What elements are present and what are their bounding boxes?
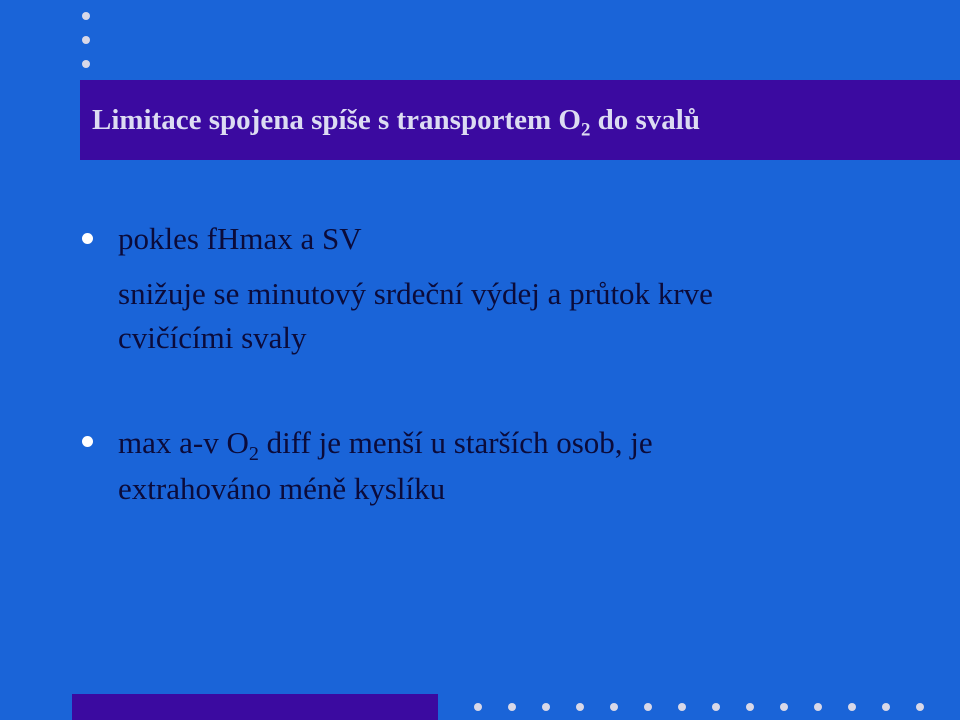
decorative-dot: [576, 703, 584, 711]
decorative-dot: [882, 703, 890, 711]
decorative-dot: [814, 703, 822, 711]
decorative-dot: [542, 703, 550, 711]
decorative-dot: [508, 703, 516, 711]
slide-title: Limitace spojena spíše s transportem $O_2$ do svalů: [92, 103, 700, 141]
bullet-1-line-3: cvičícími svaly: [118, 320, 307, 355]
decorative-dot: [82, 36, 90, 44]
decorative-dot: [848, 703, 856, 711]
bullet-icon: [82, 233, 93, 244]
decorative-dot: [610, 703, 618, 711]
decorative-dot: [82, 60, 90, 68]
decorative-dot: [712, 703, 720, 711]
bullet-1-line-2: snižuje se minutový srdeční výdej a průtok krve: [118, 276, 713, 311]
bullet-icon: [82, 436, 93, 447]
decorative-dot: [644, 703, 652, 711]
decorative-dot: [746, 703, 754, 711]
bullet-2-line-1: max a-v $O_2$ diff je menší u starších osob, je: [118, 425, 653, 466]
decorative-dot: [82, 12, 90, 20]
title-bar: [80, 80, 960, 160]
decorative-dot: [474, 703, 482, 711]
bullet-1-line-1: pokles fHmax a SV: [118, 221, 362, 256]
decorative-dot: [780, 703, 788, 711]
bullet-2-line-2: extrahováno méně kyslíku: [118, 471, 446, 506]
decorative-dot: [678, 703, 686, 711]
bottom-bar: [72, 694, 438, 720]
decorative-dot: [916, 703, 924, 711]
